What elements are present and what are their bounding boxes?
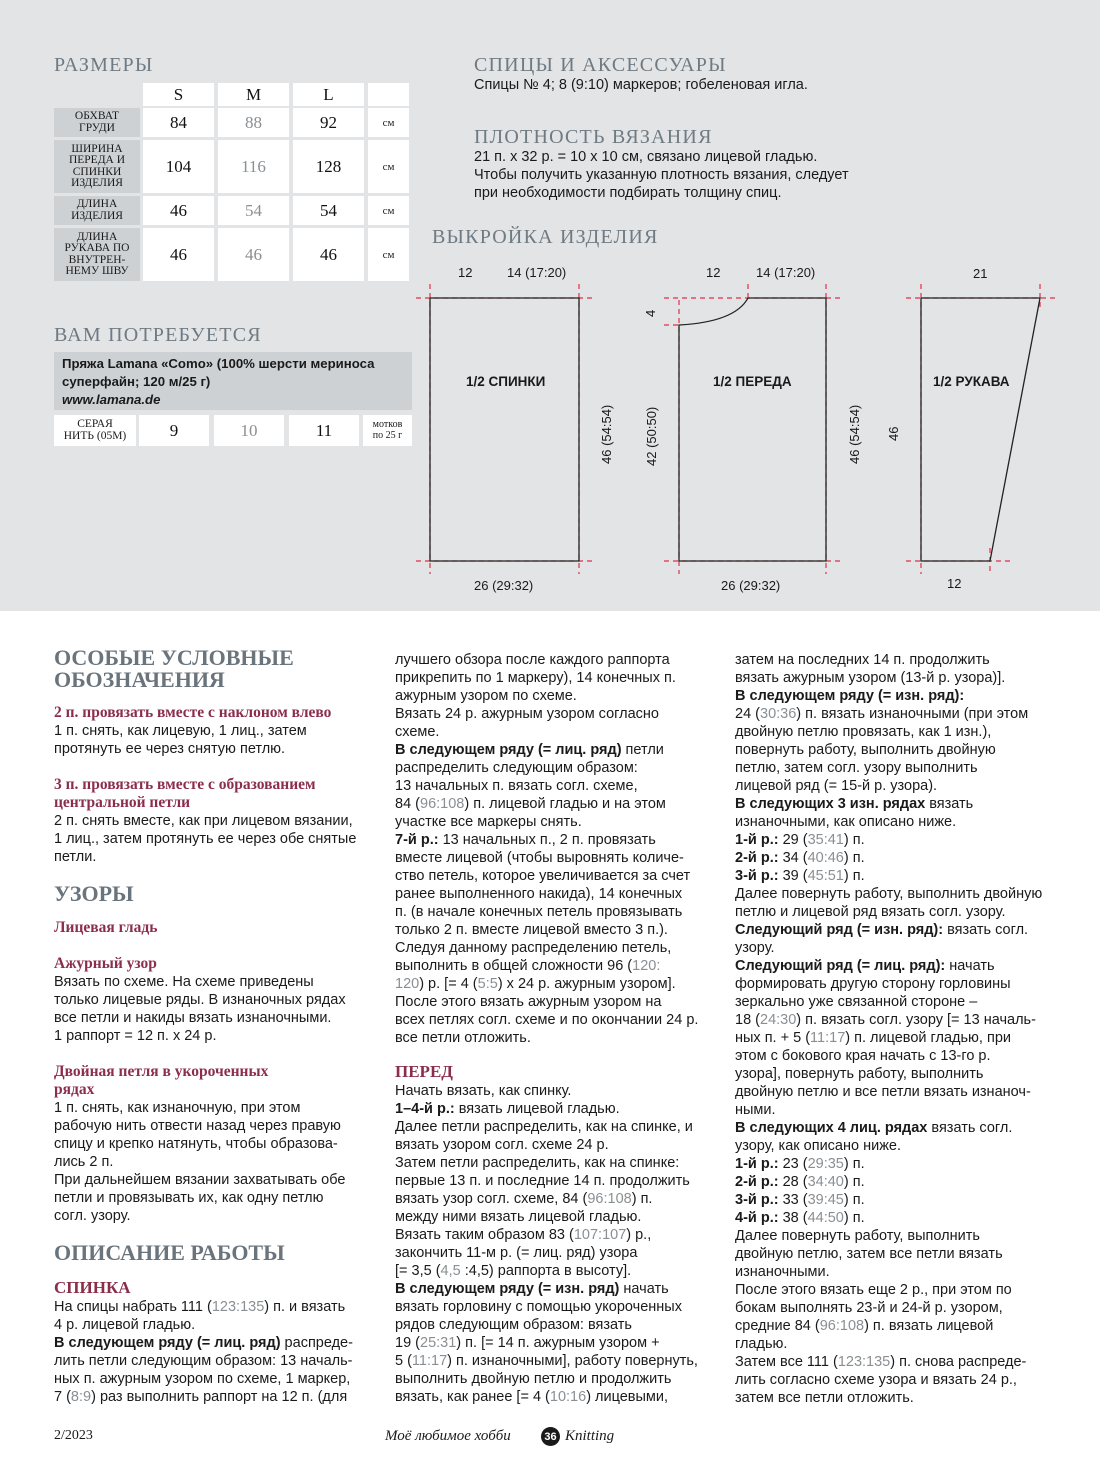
yarn-amount-s: 9 [139,415,209,446]
front-label: 1/2 ПЕРЕДА [713,374,792,389]
yarn-unit: мотков по 25 г [363,415,412,446]
column-2-b: Начать вязать, как спинку. 1–4-й р.: вязать лицевой гладью. Далее петли распределить, как на спинке, и вязать узором согл. схеме 24 р. Затем петли распределить, как на спинке: первые 13 п. и последние 14 п. продолжить вязать узор согл. схеме, 84 (96:108) п. между ними вязать лицевой гладью. Вязать таким образом 83 (107:107) р., закончить 11-м р. (= лиц. ряд) узора [= 3,5 (4,5 :4,5) раппорта в высоту]. В следующем ряду (= изн. ряд) начать вязать горловину с помощью укороченных рядов следующим образом: вязать 19 (25:31) п. [= 14 п. ажурным узором + 5 (11:17) п. изнаночными], работу повернуть, выполнить двойную петлю и продолжить вязать, как ранее [= 4 (10:16) лицевыми, [395,1083,698,1405]
size-value: 54 [293,196,364,225]
size-row-label: ДЛИНА РУКАВА ПО ВНУТРЕН- НЕМУ ШВУ [54,228,140,281]
size-header-m: M [218,83,289,106]
size-unit: см [368,228,409,281]
size-value: 46 [143,228,214,281]
materials-title: ВАМ ПОТРЕБУЕТСЯ [54,324,262,346]
size-header-s: S [143,83,214,106]
gauge-text: 21 п. х 32 р. = 10 х 10 см, связано лицевой гладью. Чтобы получить указанную плотность вязания, следует при необходимости подбирать толщину спиц. [474,149,849,202]
size-header-l: L [293,83,364,106]
size-unit: см [368,108,409,137]
column-1-b: Лицевая гладь Ажурный узор Вязать по схеме. На схеме приведены только лицевые ряды. В изнаночных рядах все петли и накиды вязать изнаночными. 1 раппорт = 12 п. х 24 р. Двойная петля в укороченных рядах 1 п. снять, как изнаночную, при этом рабочую нить отвести назад через правую спицу и крепко натянуть, чтобы образова- лись 2 п. При дальнейшем вязании захватывать обе петли и провязывать их, как одну петлю согл. узору. [54,919,346,1224]
page-number: 36 [541,1427,560,1446]
front-left-side: 42 (50:50) [644,406,659,466]
size-value: 116 [218,140,289,193]
special-title-2: ОБОЗНАЧЕНИЯ [54,667,225,692]
sleeve-label: 1/2 РУКАВА [933,374,1010,389]
back-title: СПИНКА [54,1278,131,1297]
pattern-schematic [0,0,1100,611]
needles-text: Спицы № 4; 8 (9:10) маркеров; гобеленовая игла. [474,77,808,93]
sizes-title: РАЗМЕРЫ [54,54,154,76]
back-bottom: 26 (29:32) [474,578,534,593]
column-2-a: лучшего обзора после каждого раппорта прикрепить по 1 маркеру), 14 конечных п. ажурным узором по схеме. Вязать 24 р. ажурным узором согласно схеме. В следующем ряду (= лиц. ряд) петли распределить следующим образом: 13 начальных п. вязать согл. схеме, 84 (96:108) п. лицевой гладью и на этом участке все маркеры снять. 7-й р.: 13 начальных п., 2 п. провязать вместе лицевой (чтобы выровнять количе- ство петель, которое увеличивается за счет ранее выполненного накида), 14 конечных п. (в начале конечных петель провязывать только 2 п. вместе лицевой вместо 3 п.). Следуя данному распределению петель, выполнить в общей сложности 96 (120: 120) р. [= 4 (5:5) х 24 р. ажурным узором]. После этого вязать ажурным узором на всех петлях согл. схеме и по окончании 24 р. все петли отложить. [395,652,699,1046]
front-bottom: 26 (29:32) [721,578,781,593]
size-unit: см [368,140,409,193]
sleeve-side: 46 [886,426,901,441]
size-value: 84 [143,108,214,137]
size-value: 92 [293,108,364,137]
sleeve-bottom: 12 [947,576,962,591]
front-top-left: 12 [706,265,721,280]
gauge-title: ПЛОТНОСТЬ ВЯЗАНИЯ [474,126,713,148]
size-value: 46 [143,196,214,225]
section-name: Knitting [565,1428,615,1444]
pattern-title: ВЫКРОЙКА ИЗДЕЛИЯ [432,226,659,248]
size-value: 128 [293,140,364,193]
back-side: 46 (54:54) [599,404,614,464]
yarn-color-label: СЕРАЯ НИТЬ (05М) [54,415,136,446]
issue-number: 2/2023 [54,1428,93,1443]
front-neck: 4 [643,309,658,317]
size-row-label: ДЛИНА ИЗДЕЛИЯ [54,196,140,225]
work-title: ОПИСАНИЕ РАБОТЫ [54,1240,285,1265]
size-value: 88 [218,108,289,137]
size-value: 54 [218,196,289,225]
magazine-name: Моё любимое хобби [385,1428,511,1444]
size-row-label: ШИРИНА ПЕРЕДА И СПИНКИ ИЗДЕЛИЯ [54,140,140,193]
patterns-title: УЗОРЫ [54,881,134,906]
size-row-label: ОБХВАТ ГРУДИ [54,108,140,137]
size-value: 104 [143,140,214,193]
column-3: затем на последних 14 п. продолжить вязать ажурным узором (13-й р. узора)]. В следующем ряду (= изн. ряд): 24 (30:36) п. вязать изнаночными (при этом двойную петлю провязать, как 1 изн.), повернуть работу, выполнить двойную петлю, затем согл. узору выполнить лицевой ряд (= 15-й р. узора). В следующих 3 изн. рядах вязать изнаночными, как описано ниже. 1-й р.: 29 (35:41) п. 2-й р.: 34 (40:46) п. 3-й р.: 39 (45:51) п. Далее повернуть работу, выполнить двойную петлю и лицевой ряд вязать согл. узору. Следующий ряд (= изн. ряд): вязать согл. узору. Следующий ряд (= лиц. ряд): начать формировать другую сторону горловины зеркально уже связанной стороне – 18 (24:30) п. вязать согл. узору [= 13 началь- ных п. + 5 (11:17) п. лицевой гладью, при этом с бокового края начать с 13-го р. узора], повернуть работу, выполнить двойную петлю и все петли вязать изнаноч- ными. В следующих 4 лиц. рядах вязать согл. узору, как описано ниже. 1-й р.: 23 (29:35) п. 2-й р.: 28 (34:40) п. 3-й р.: 33 (39:45) п. 4-й р.: 38 (44:50) п. Далее повернуть работу, выполнить двойную петлю, затем все петли вязать изнаночными. После этого вязать еще 2 р., при этом по бокам выполнять 23-й и 24-й р. узором, средние 84 (96:108) п. вязать лицевой гладью. Затем все 111 (123:135) п. снова распреде- лить согласно схеме узора и вязать 24 р., затем все петли отложить. [735,652,1043,1406]
front-side: 46 (54:54) [847,404,862,464]
back-label: 1/2 СПИНКИ [466,374,546,389]
front-top-right: 14 (17:20) [756,265,816,280]
back-top-left: 12 [458,265,473,280]
front-title: ПЕРЕД [395,1062,453,1081]
column-1-a: 2 п. провязать вместе с наклоном влево 1 п. снять, как лицевую, 1 лиц., затем протянуть ее через снятую петлю. 3 п. провязать вместе с образованием центральной петли 2 п. снять вместе, как при лицевом вязании, 1 лиц., затем протянуть ее через обе снятые петли. [54,704,357,865]
special-title-1: ОСОБЫЕ УСЛОВНЫЕ [54,645,294,670]
needles-title: СПИЦЫ И АКСЕССУАРЫ [474,54,727,76]
back-top-right: 14 (17:20) [507,265,567,280]
yarn-amount-l: 11 [289,415,359,446]
sleeve-top: 21 [973,266,988,281]
yarn-box: Пряжа Lamana «Como» (100% шерсти мериноса суперфайн; 120 м/25 г) www.lamana.de [54,352,412,410]
size-value: 46 [293,228,364,281]
size-unit: см [368,196,409,225]
column-1-c: На спицы набрать 111 (123:135) п. и вязать 4 р. лицевой гладью. В следующем ряду (= лиц. ряд) распреде- лить петли следующим образом: 13 началь- ных п. ажурным узором по схеме, 1 маркер, 7 (8:9) раз выполнить раппорт на 12 п. (для [54,1299,353,1405]
size-value: 46 [218,228,289,281]
yarn-amount-m: 10 [214,415,284,446]
